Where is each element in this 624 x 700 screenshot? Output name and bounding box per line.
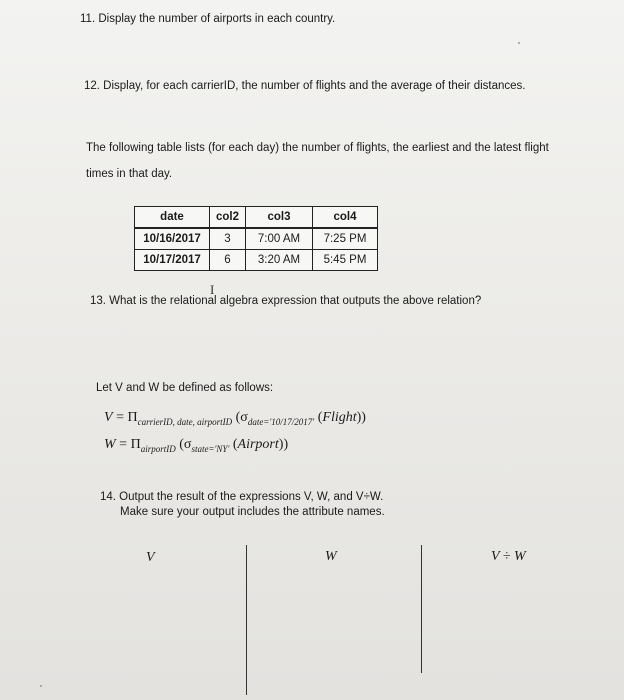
table-cell: 10/16/2017 [135, 228, 210, 250]
question-11: 11. Display the number of airports in each country. [80, 13, 336, 25]
text-cursor-icon: I [210, 282, 215, 297]
expr-w-sigma-sub: state='NY' [191, 443, 230, 454]
expr-v-sigma-sub: date='10/17/2017' [247, 416, 315, 427]
expr-w-pi: Π [130, 437, 141, 452]
table-cell: 5:45 PM [313, 250, 378, 271]
table-cell: 3:20 AM [246, 250, 313, 271]
column-label-v-div-w: V ÷ W [491, 549, 526, 564]
let-definition: Let V and W be defined as follows: [96, 382, 274, 394]
column-divider-2 [421, 545, 422, 673]
question-12: 12. Display, for each carrierID, the number of flights and the average of their distances. [84, 80, 526, 92]
header-col2: col2 [210, 207, 246, 229]
table-cell: 3 [210, 228, 246, 250]
expression-v: $V = \Pi_{carrierID, date, airportID}$ ($\sigma_{date='10/17/2017'}$ (Flight)) [104, 410, 366, 427]
expr-v-pi-sub: carrierID, date, airportID [137, 416, 233, 427]
page-speck [518, 42, 520, 44]
question-14-line-1: 14. Output the result of the expressions V, W, and V÷W. [100, 491, 384, 503]
header-col4: col4 [313, 207, 378, 229]
table-row [135, 250, 378, 271]
table-cell: 10/17/2017 [135, 250, 210, 271]
question-14-line-2: Make sure your output includes the attribute names. [120, 506, 385, 518]
intro-line-1: The following table lists (for each day) the number of flights, the earliest and the latest flight [86, 142, 549, 154]
page-speck [40, 685, 42, 687]
table-row [135, 228, 378, 250]
expr-w-relation: Airport [237, 437, 279, 452]
column-label-v: V [146, 550, 155, 565]
table-cell: 6 [210, 250, 246, 271]
expression-w: $W = \Pi_{airportID}$ ($\sigma_{state='NY'}$ (Airport)) [104, 437, 289, 454]
column-divider-1 [246, 545, 247, 695]
expr-w-lhs: W [104, 437, 116, 452]
expr-v-sigma: σ [240, 410, 248, 425]
question-13: 13. What is the relational algebra expression that outputs the above relation? [90, 295, 482, 307]
table-cell: 7:25 PM [313, 228, 378, 250]
table-cell: 7:00 AM [246, 228, 313, 250]
expr-v-pi: Π [127, 410, 138, 425]
column-label-w: W [325, 549, 337, 564]
expr-w-pi-sub: airportID [140, 443, 176, 454]
expr-w-sigma: σ [183, 437, 192, 452]
expr-v-relation: Flight [322, 410, 357, 425]
expr-v-lhs: V [104, 410, 113, 425]
intro-line-2: times in that day. [86, 168, 173, 180]
relation-table [134, 206, 378, 271]
header-date: date [135, 207, 210, 229]
table-header-row [135, 207, 378, 229]
header-col3: col3 [246, 207, 313, 229]
